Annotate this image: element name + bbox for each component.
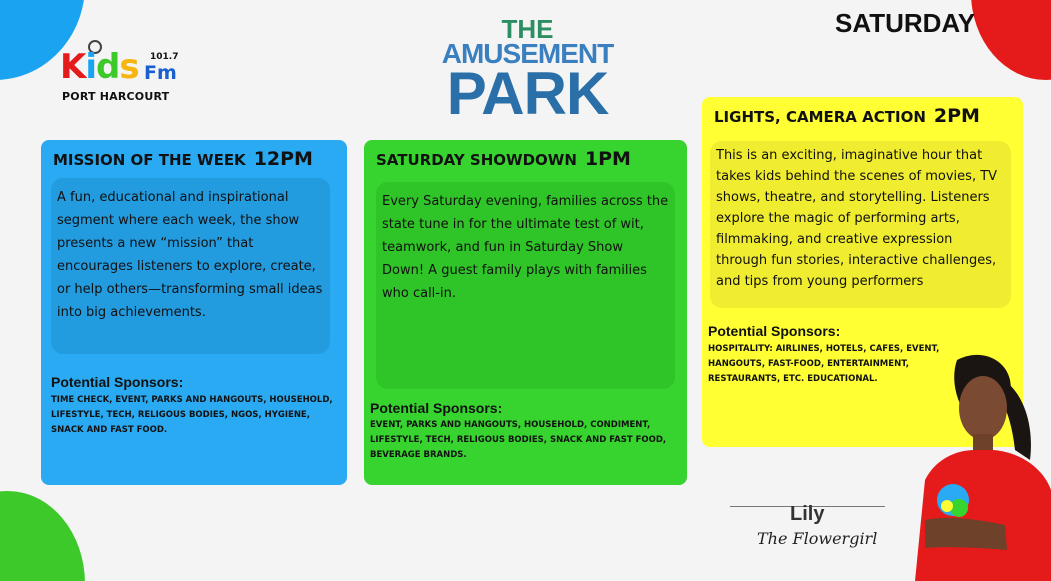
sponsors-list: HOSPITALITY: AIRLINES, HOTELS, CAFES, EVENT, HANGOUTS, FAST-FOOD, ENTERTAINMENT, RESTAURANTS, ETC. EDUCATIONAL. bbox=[708, 344, 940, 384]
card-title bbox=[714, 105, 980, 127]
card-title bbox=[53, 148, 313, 170]
logo-letter-s: s bbox=[119, 47, 139, 87]
card-description: A fun, educational and inspirational segment where each week, the show presents a new “mission” that encourages listeners to explore, create, or help others—transforming small ideas into big achievements. bbox=[51, 178, 330, 354]
title-park: PARK bbox=[446, 59, 609, 127]
host-photo bbox=[895, 350, 1051, 581]
sponsors-label: Potential Sponsors: bbox=[708, 323, 841, 339]
card-title-text: MISSION OF THE WEEK bbox=[53, 151, 246, 169]
logo-letter-d: d bbox=[96, 47, 120, 87]
card-time: 2PM bbox=[933, 105, 980, 127]
card-title-text: SATURDAY SHOWDOWN bbox=[376, 151, 577, 169]
title-the: THE bbox=[501, 14, 554, 44]
logo-wordmark bbox=[60, 47, 139, 87]
card-time: 1PM bbox=[584, 148, 631, 170]
card-mission-of-the-week bbox=[41, 140, 347, 485]
host-name: Lily bbox=[790, 503, 825, 525]
logo-city: PORT HARCOURT bbox=[62, 90, 170, 103]
card-time: 12PM bbox=[253, 148, 313, 170]
card-title bbox=[376, 148, 631, 170]
corner-circle-green bbox=[0, 491, 85, 581]
corner-circle-red bbox=[971, 0, 1051, 80]
card-saturday-showdown bbox=[364, 140, 687, 485]
sponsors-label: Potential Sponsors: bbox=[51, 374, 184, 390]
day-label: SATURDAY bbox=[835, 8, 976, 38]
kids-fm-logo bbox=[58, 40, 178, 104]
sponsors-label: Potential Sponsors: bbox=[370, 400, 503, 416]
logo-letter-k: K bbox=[60, 47, 86, 87]
sponsors-list: TIME CHECK, EVENT, PARKS AND HANGOUTS, HOUSEHOLD, LIFESTYLE, TECH, RELIGOUS BODIES, NGOS, HYGIENE, SNACK AND FAST FOOD. bbox=[51, 395, 333, 435]
logo-fm: Fm bbox=[144, 62, 177, 84]
page-title bbox=[440, 14, 615, 127]
logo-frequency: 101.7 bbox=[150, 52, 179, 62]
card-description: Every Saturday evening, families across the state tune in for the ultimate test of wit, teamwork, and fun in Saturday Show Down! A guest family plays with families who call-in. bbox=[376, 182, 675, 389]
card-title-text: LIGHTS, CAMERA ACTION bbox=[714, 108, 926, 126]
sponsors-list: EVENT, PARKS AND HANGOUTS, HOUSEHOLD, CONDIMENT, LIFESTYLE, TECH, RELIGOUS BODIES, SNACK AND FAST FOOD, BEVERAGE BRANDS. bbox=[370, 420, 667, 460]
host-tagline: The Flowergirl bbox=[757, 529, 878, 548]
title-amusement: AMUSEMENT bbox=[441, 38, 614, 70]
card-description: This is an exciting, imaginative hour that takes kids behind the scenes of movies, TV shows, theatre, and storytelling. Listeners explore the magic of performing arts, filmmaking, and creative expression through fun stories, interactive challenges, and tips from young performers bbox=[710, 141, 1011, 308]
logo-letter-i: i bbox=[85, 47, 97, 87]
